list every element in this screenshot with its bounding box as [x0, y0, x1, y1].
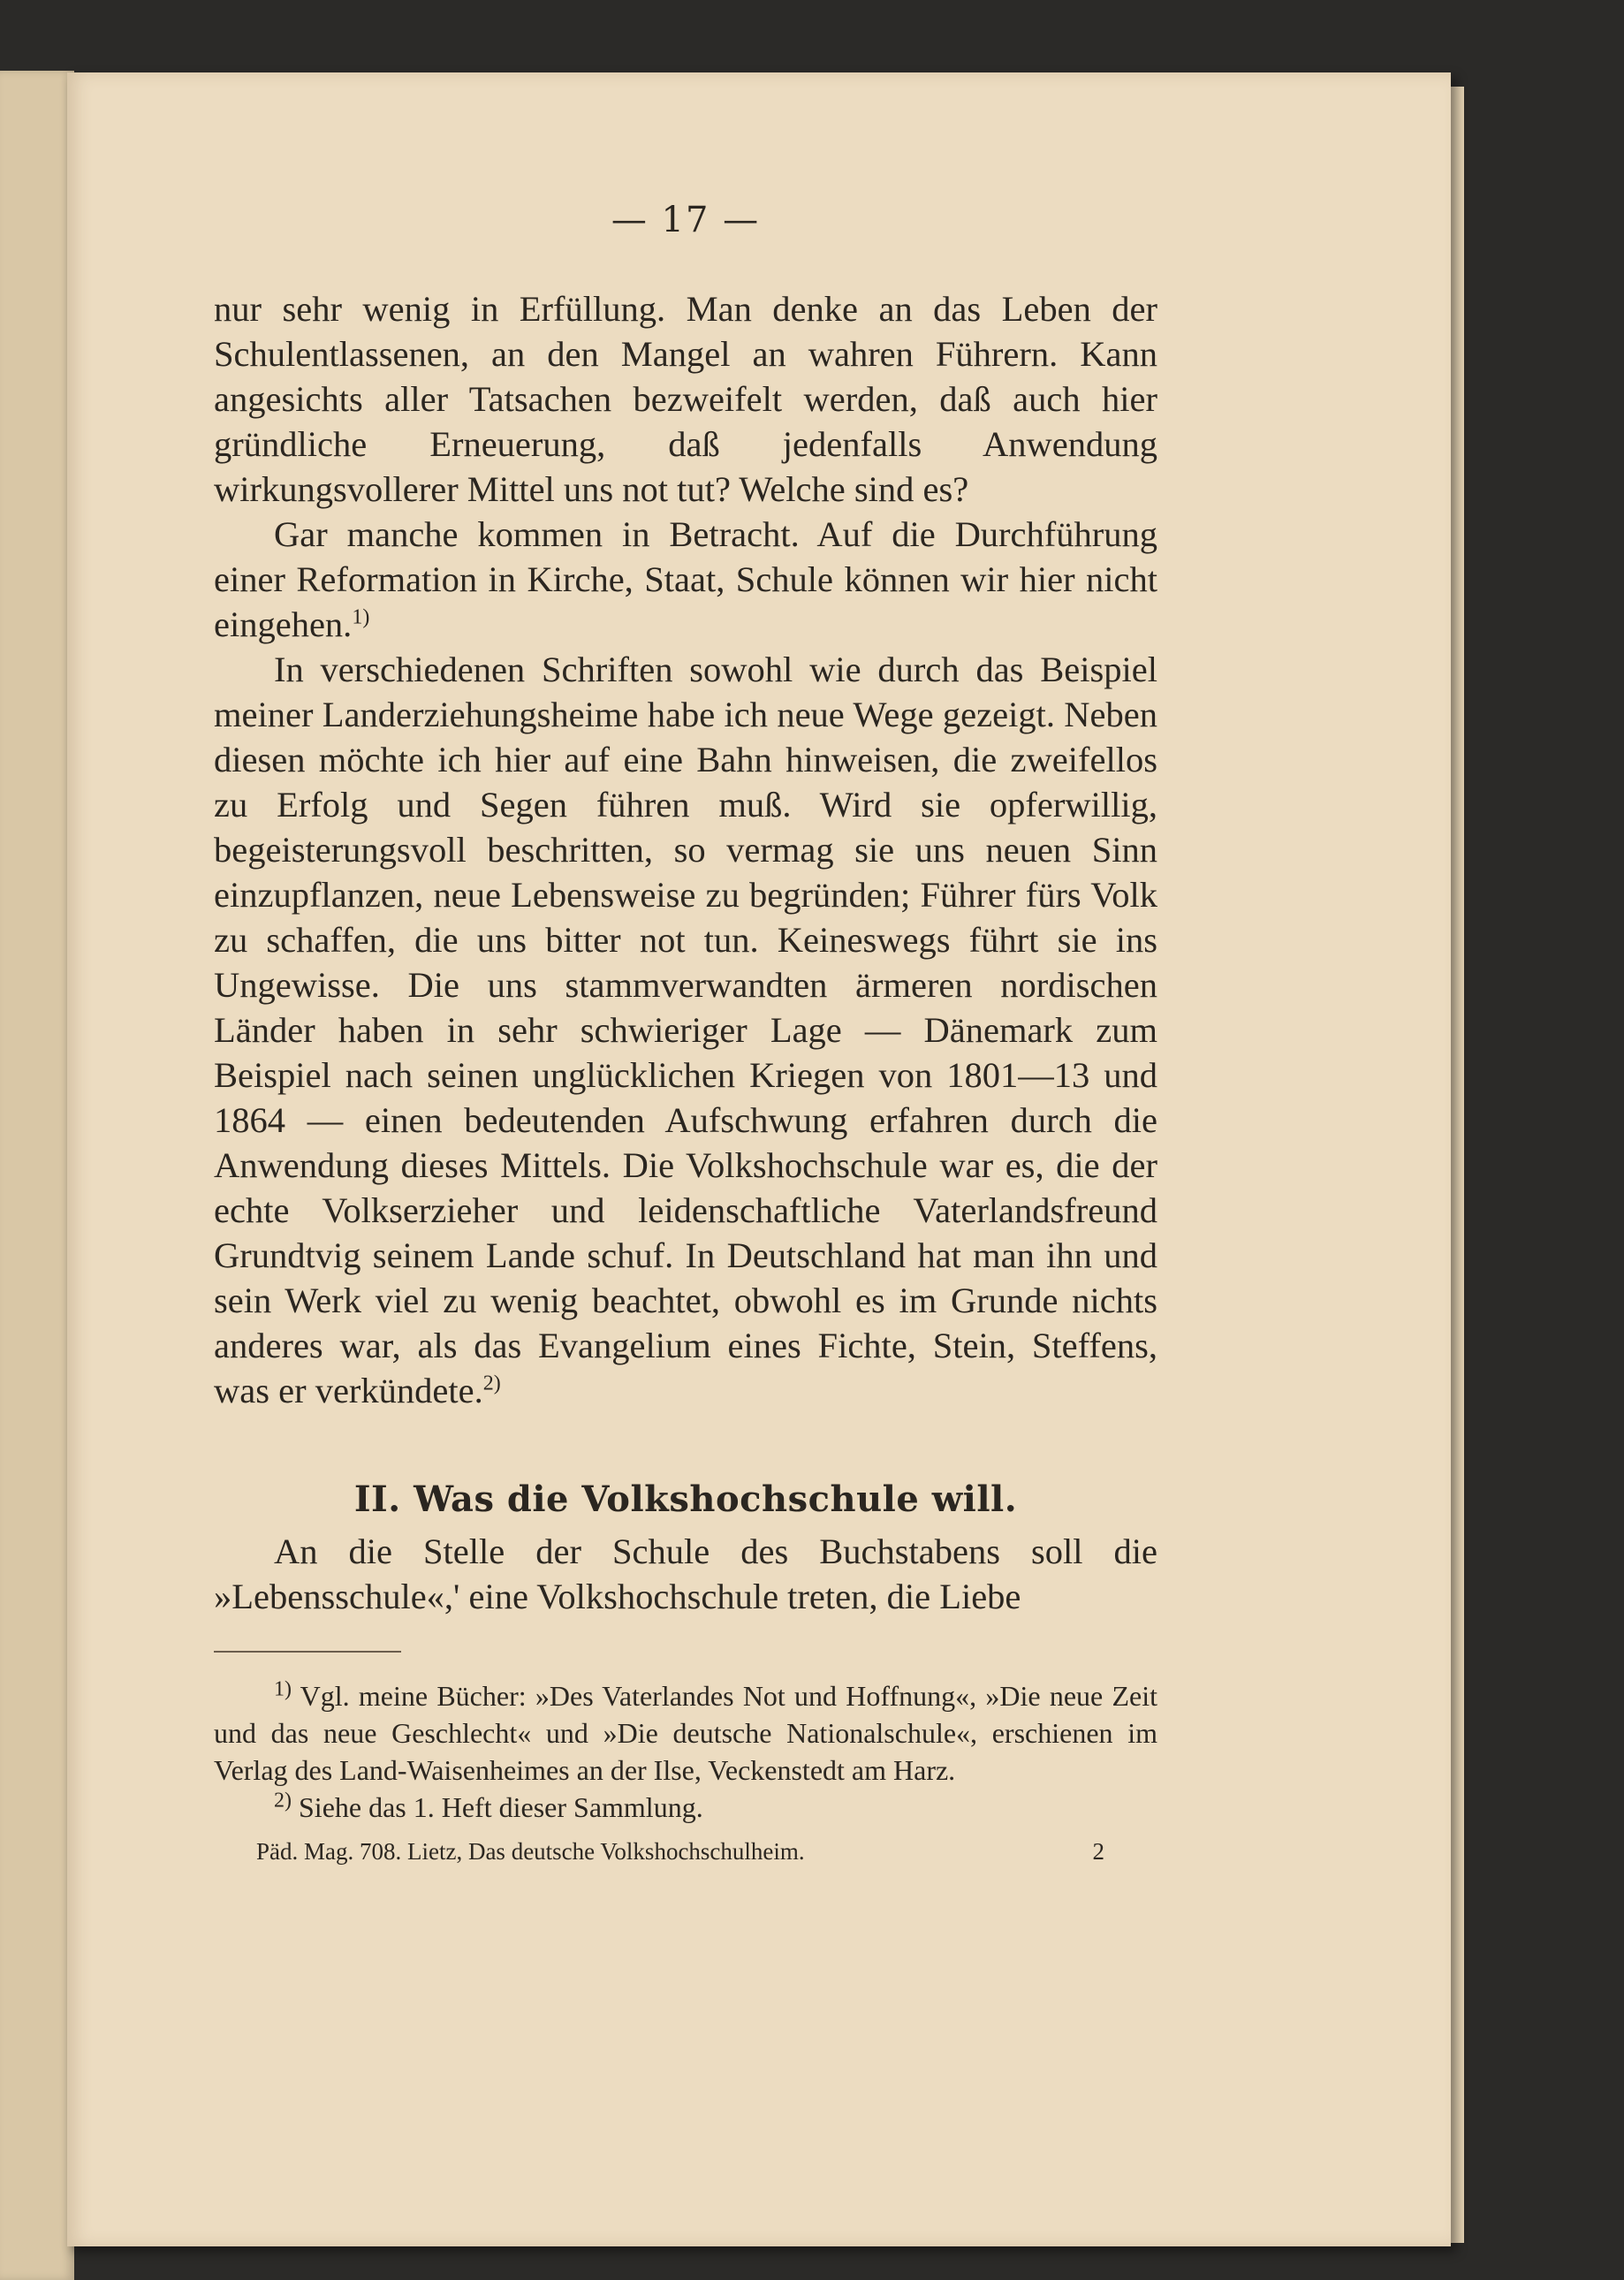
footnote-ref-1[interactable]: 1): [352, 605, 370, 629]
imprint-text: Päd. Mag. 708. Lietz, Das deutsche Volkshochschulheim.: [256, 1838, 805, 1865]
footnote-1-mark: 1): [274, 1677, 292, 1701]
footnote-1-text: Vgl. meine Bücher: »Des Vaterlandes Not und Hoffnung«, »Die neue Zeit und das neue Geschlecht« und »Die deutsche Nationalschule«, erschienen im Verlag des Land-Waisenheimes an der Ilse, Veckenstedt am Harz.: [214, 1680, 1158, 1786]
page-text-block: [214, 177, 1157, 1866]
imprint-line: [214, 1838, 1157, 1866]
previous-page-edge: [0, 71, 74, 2280]
page-number: — 17 —: [611, 200, 761, 240]
section-heading: II. Was die Volkshochschule will.: [353, 1478, 1018, 1520]
paragraph-3-text: In verschiedenen Schriften sowohl wie durch das Beispiel meiner Landerziehungsheime habe ich neue Wege gezeigt. Neben diesen möchte ich hier auf eine Bahn hinweisen, die zweifellos zu Erfolg und Segen führen muß. Wird sie opferwillig, begeisterungsvoll beschritten, so vermag sie uns neuen Sinn einzupflanzen, neue Lebensweise zu begründen; Führer fürs Volk zu schaffen, die uns bitter not tun. Keineswegs führt sie ins Ungewisse. Die uns stammverwandten ärmeren nordischen Länder haben in sehr schwieriger Lage — Dänemark zum Beispiel nach seinen unglücklichen Kriegen von 1801—13 und 1864 — einen bedeutenden Aufschwung erfahren durch die Anwendung dieses Mittels. Die Volkshochschule war es, die der echte Volkserzieher und leidenschaftliche Vaterlandsfreund Grundtvig seinem Lande schuf. In Deutschland hat man ihn und sein Werk viel zu wenig beachtet, obwohl es im Grunde nichts anderes war, als das Evangelium eines Fichte, Stein, Steffens, was er verkündete.: [214, 650, 1157, 1410]
paragraph-2: [214, 512, 1157, 647]
paragraph-1: nur sehr wenig in Erfüllung. Man denke an das Leben der Schulentlassenen, an den Mangel an wahren Führern. Kann angesichts aller Tatsachen bezweifelt werden, daß auch hier gründliche Erneuerung, daß jedenfalls Anwendung wirkungsvollerer Mittel uns not tut? Welche sind es?: [214, 289, 1157, 509]
footnote-ref-2[interactable]: 2): [482, 1372, 501, 1395]
paragraph-3: [214, 647, 1157, 1413]
footnote-2-mark: 2): [274, 1789, 292, 1813]
paragraph-2-text: Gar manche kommen in Betracht. Auf die Durchführung einer Reformation in Kirche, Staat, Schule können wir hier nicht eingehen.: [214, 514, 1157, 644]
footnote-2: [214, 1789, 1157, 1826]
footnote-2-text: Siehe das 1. Heft dieser Sammlung.: [299, 1791, 703, 1823]
sheet-number: 2: [1092, 1838, 1104, 1865]
footnote-1: [214, 1677, 1157, 1789]
footnote-divider: [214, 1651, 401, 1653]
section-paragraph: An die Stelle der Schule des Buchstabens soll die »Lebensschule«,' eine Volkshochschule treten, die Liebe: [214, 1531, 1157, 1616]
